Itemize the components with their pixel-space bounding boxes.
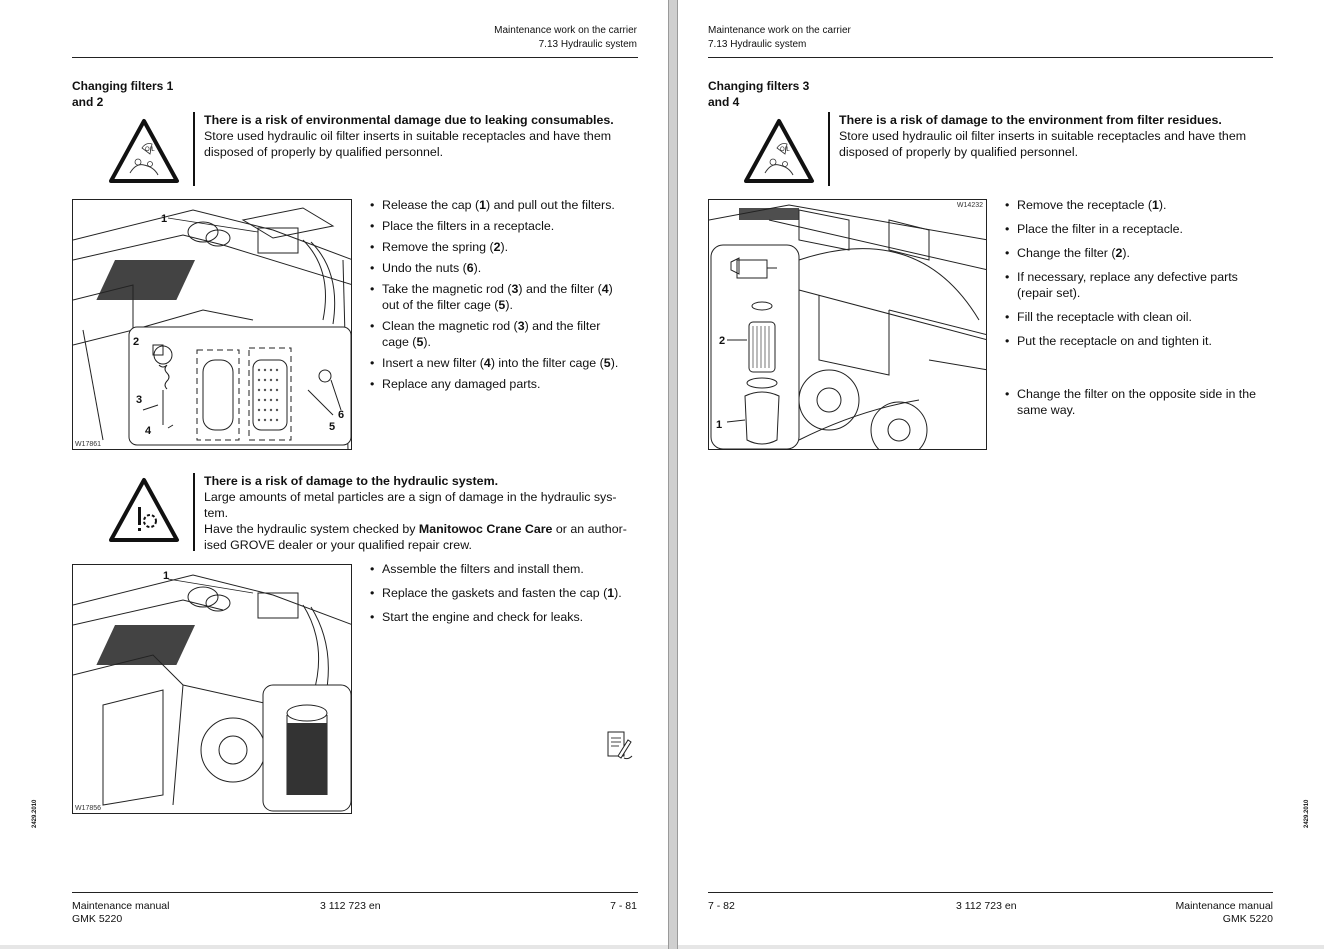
list-item: • Place the filters in a receptacle. xyxy=(370,218,645,234)
print-date: 2429.2010 xyxy=(1304,799,1310,828)
callout-5: 5 xyxy=(329,421,336,433)
footer-doc-number: 3 112 723 en xyxy=(320,900,381,912)
warning-heading: There is a risk of damage to the hydraulic system. xyxy=(204,474,499,488)
steps-installation xyxy=(370,561,645,625)
figure-code: W17856 xyxy=(75,805,102,812)
header-rule xyxy=(72,57,638,58)
header-rule xyxy=(708,57,1273,58)
list-item: • Remove the spring (2). xyxy=(370,239,645,255)
list-item: • Change the filter (2). xyxy=(1005,245,1280,261)
receptacle-filter-figure xyxy=(708,199,987,450)
list-item: • Start the engine and check for leaks. xyxy=(370,609,645,625)
page-right xyxy=(678,0,1324,945)
callout-1: 1 xyxy=(161,213,168,225)
header-section: 7.13 Hydraulic system xyxy=(708,39,807,50)
steps-filter-change xyxy=(1005,197,1280,349)
figure-code: W14232 xyxy=(956,202,983,209)
footer-manual: Maintenance manual GMK 5220 xyxy=(1175,900,1273,925)
list-item: • Place the filter in a receptacle. xyxy=(1005,221,1280,237)
page-gutter xyxy=(668,0,678,949)
warning-heading: There is a risk of damage to the environment from filter residues. xyxy=(839,113,1222,127)
list-item: • Fill the receptacle with clean oil. xyxy=(1005,309,1280,325)
list-item: • Take the magnetic rod (3) and the filter (4) out of the filter cage (5). xyxy=(370,281,645,313)
list-item: • Put the receptacle on and tighten it. xyxy=(1005,333,1280,349)
footer-rule xyxy=(72,892,638,893)
warning-hydraulic-damage: There is a risk of damage to the hydraulic system. Large amounts of metal particles are a sign of damage in the hydraulic sys- tem. Have the hydraulic system checked by Manitowoc Crane Care or an author- ised GROVE dealer or your qualified repair crew. xyxy=(193,473,643,551)
footer-doc-number: 3 112 723 en xyxy=(956,900,1017,912)
crane-filter-illustration xyxy=(73,200,352,450)
callout-2: 2 xyxy=(133,336,140,348)
page-number: 7 - 82 xyxy=(708,900,735,912)
machine-damage-warning-icon xyxy=(108,477,180,543)
crane-cap-illustration xyxy=(73,565,352,814)
warning-heading: There is a risk of environmental damage due to leaking consumables. xyxy=(204,113,614,127)
page-header xyxy=(708,24,851,52)
list-item: • Replace the gaskets and fasten the cap (1). xyxy=(370,585,645,601)
filter-assembly-figure xyxy=(72,199,352,450)
environment-warning-icon xyxy=(108,118,180,184)
page-number: 7 - 81 xyxy=(610,900,637,912)
callout-2: 2 xyxy=(719,335,726,347)
callout-3: 3 xyxy=(136,394,143,406)
oil-label: OIL xyxy=(780,147,790,153)
list-item: • If necessary, replace any defective parts (repair set). xyxy=(1005,269,1280,301)
oil-label: OIL xyxy=(145,147,155,153)
list-item: • Change the filter on the opposite side in the same way. xyxy=(1005,386,1280,418)
header-chapter: Maintenance work on the carrier xyxy=(494,25,637,36)
callout-1: 1 xyxy=(163,570,170,582)
print-date: 2429.2010 xyxy=(32,799,38,828)
warning-environment: There is a risk of environmental damage due to leaking consumables. Store used hydraulic oil filter inserts in suitable receptacles and have them disposed of properly by qualified personnel. xyxy=(193,112,643,186)
steps-opposite-side xyxy=(1005,386,1280,418)
list-item: • Replace any damaged parts. xyxy=(370,376,645,392)
callout-6: 6 xyxy=(338,409,345,421)
header-section: 7.13 Hydraulic system xyxy=(538,39,637,50)
environment-warning-icon xyxy=(743,118,815,184)
list-item: • Clean the magnetic rod (3) and the filter cage (5). xyxy=(370,318,645,350)
section-title: Changing filters 3 and 4 xyxy=(708,79,810,109)
page-header xyxy=(440,24,637,52)
filter-install-figure xyxy=(72,564,352,814)
list-item: • Undo the nuts (6). xyxy=(370,260,645,276)
list-item: • Release the cap (1) and pull out the filters. xyxy=(370,197,645,213)
list-item: • Insert a new filter (4) into the filter cage (5). xyxy=(370,355,645,371)
footer-manual: Maintenance manual GMK 5220 xyxy=(72,900,170,925)
list-item: • Assemble the filters and install them. xyxy=(370,561,645,577)
callout-4: 4 xyxy=(145,425,152,437)
steps-removal xyxy=(370,197,645,392)
crane-receptacle-illustration xyxy=(709,200,987,450)
callout-1: 1 xyxy=(716,419,723,431)
figure-code: W17861 xyxy=(75,441,102,448)
footer-rule xyxy=(708,892,1273,893)
warning-environment: There is a risk of damage to the environment from filter residues. Store used hydraulic oil filter inserts in suitable receptacles and have them disposed of properly by qualified personnel. xyxy=(828,112,1278,186)
section-title: Changing filters 1 and 2 xyxy=(72,79,174,109)
header-chapter: Maintenance work on the carrier xyxy=(708,25,851,36)
maintenance-log-icon xyxy=(606,730,636,762)
list-item: • Remove the receptacle (1). xyxy=(1005,197,1280,213)
